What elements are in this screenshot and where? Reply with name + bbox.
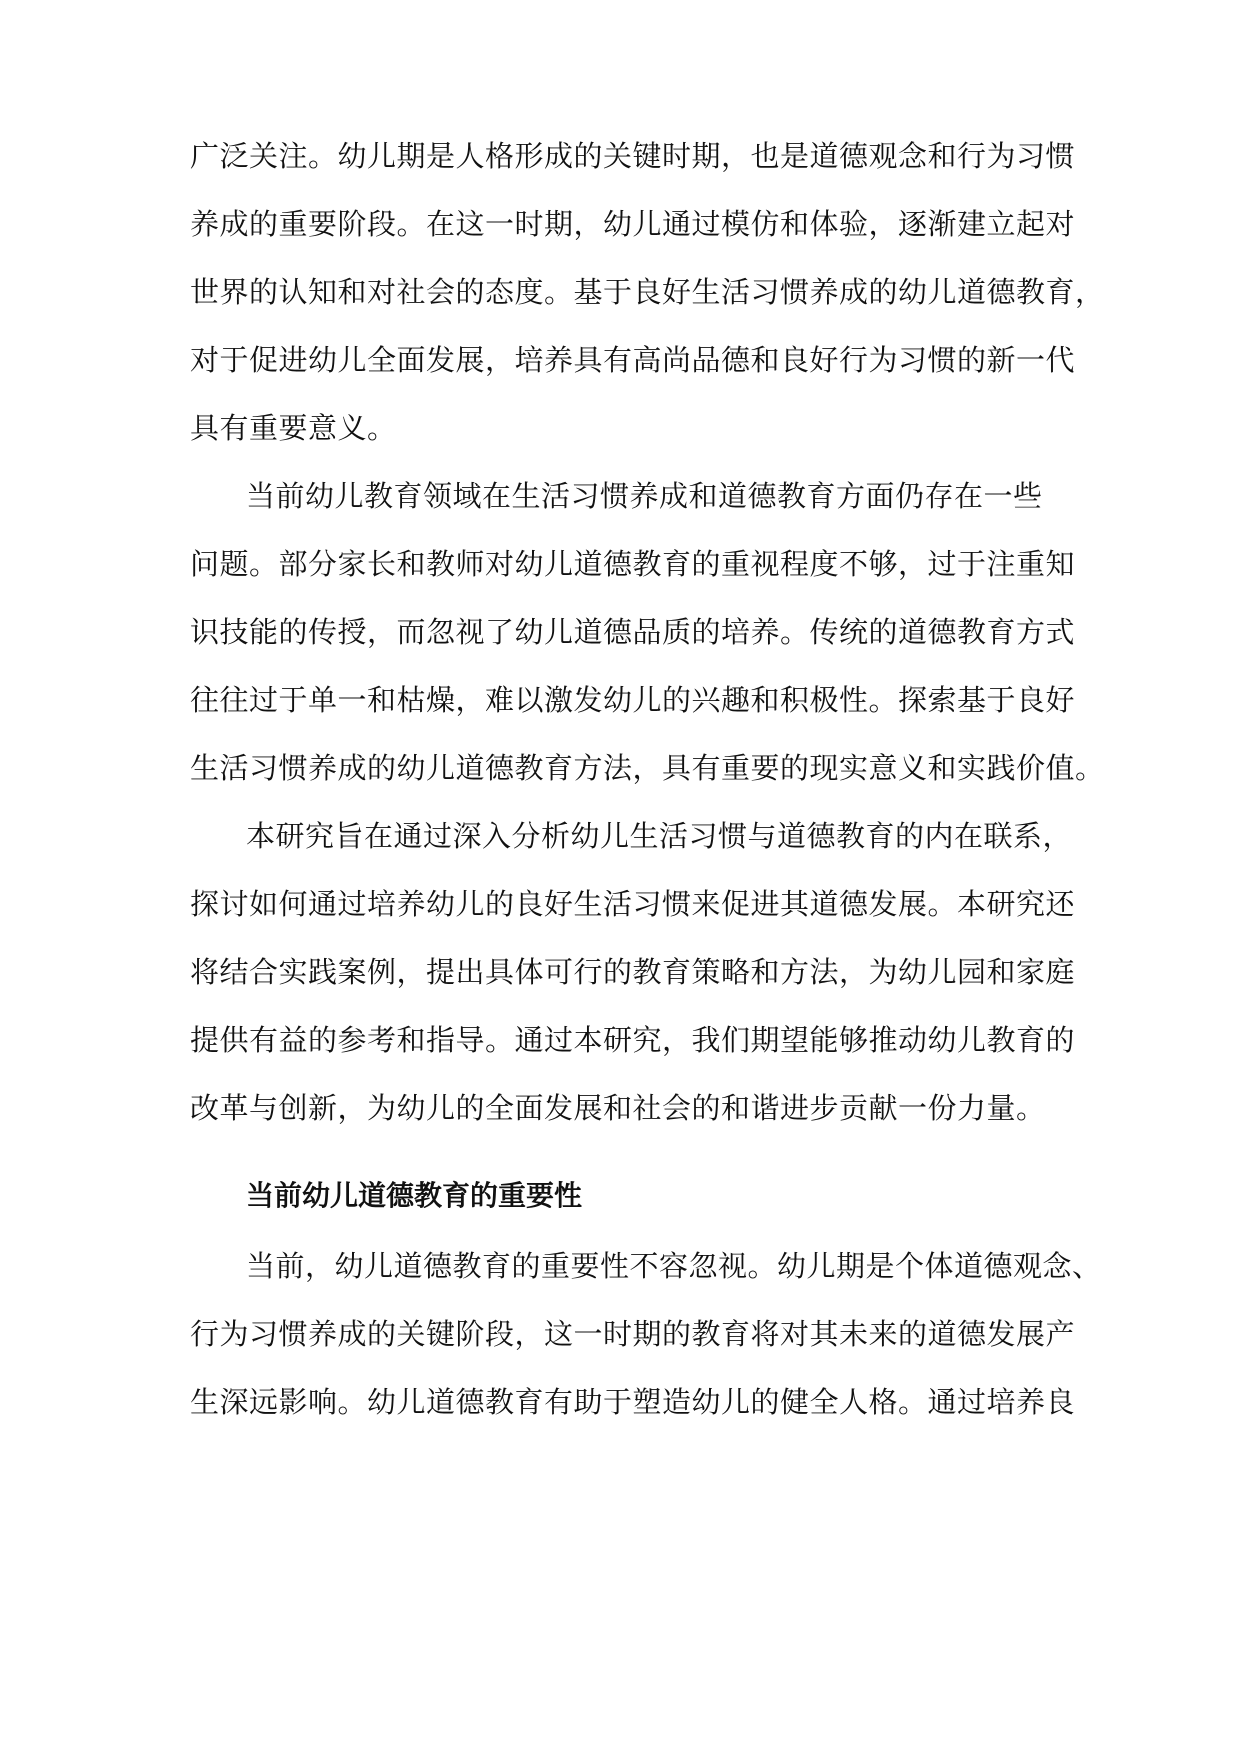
paragraph-3-line-4: 提供有益的参考和指导。通过本研究，我们期望能够推动幼儿教育的: [190, 1023, 1076, 1057]
paragraph-2-line-2: 问题。部分家长和教师对幼儿道德教育的重视程度不够，过于注重知: [190, 547, 1076, 581]
section-paragraph-line-1: 当前，幼儿道德教育的重要性不容忽视。幼儿期是个体道德观念、: [246, 1249, 1102, 1283]
paragraph-3-line-5: 改革与创新，为幼儿的全面发展和社会的和谐进步贡献一份力量。: [190, 1091, 1046, 1125]
paragraph-3-line-2: 探讨如何通过培养幼儿的良好生活习惯来促进其道德发展。本研究还: [190, 887, 1076, 921]
paragraph-2-line-5: 生活习惯养成的幼儿道德教育方法，具有重要的现实意义和实践价值。: [190, 751, 1105, 785]
paragraph-2-line-3: 识技能的传授，而忽视了幼儿道德品质的培养。传统的道德教育方式: [190, 615, 1076, 649]
paragraph-3-line-1: 本研究旨在通过深入分析幼儿生活习惯与道德教育的内在联系，: [246, 819, 1073, 853]
paragraph-2-line-1: 当前幼儿教育领域在生活习惯养成和道德教育方面仍存在一些: [246, 479, 1043, 513]
section-heading: 当前幼儿道德教育的重要性: [246, 1179, 583, 1212]
paragraph-1-line-5: 具有重要意义。: [190, 411, 397, 445]
paragraph-1-line-2: 养成的重要阶段。在这一时期，幼儿通过模仿和体验，逐渐建立起对: [190, 207, 1076, 241]
paragraph-3-line-3: 将结合实践案例，提出具体可行的教育策略和方法，为幼儿园和家庭: [190, 955, 1076, 989]
paragraph-1-line-1: 广泛关注。幼儿期是人格形成的关键时期，也是道德观念和行为习惯: [190, 139, 1076, 173]
paragraph-2-line-4: 往往过于单一和枯燥，难以激发幼儿的兴趣和积极性。探索基于良好: [190, 683, 1076, 717]
paragraph-1-line-3: 世界的认知和对社会的态度。基于良好生活习惯养成的幼儿道德教育，: [190, 275, 1105, 309]
section-paragraph-line-3: 生深远影响。幼儿道德教育有助于塑造幼儿的健全人格。通过培养良: [190, 1385, 1076, 1419]
paragraph-1-line-4: 对于促进幼儿全面发展，培养具有高尚品德和良好行为习惯的新一代: [190, 343, 1076, 377]
section-paragraph-line-2: 行为习惯养成的关键阶段，这一时期的教育将对其未来的道德发展产: [190, 1317, 1076, 1351]
